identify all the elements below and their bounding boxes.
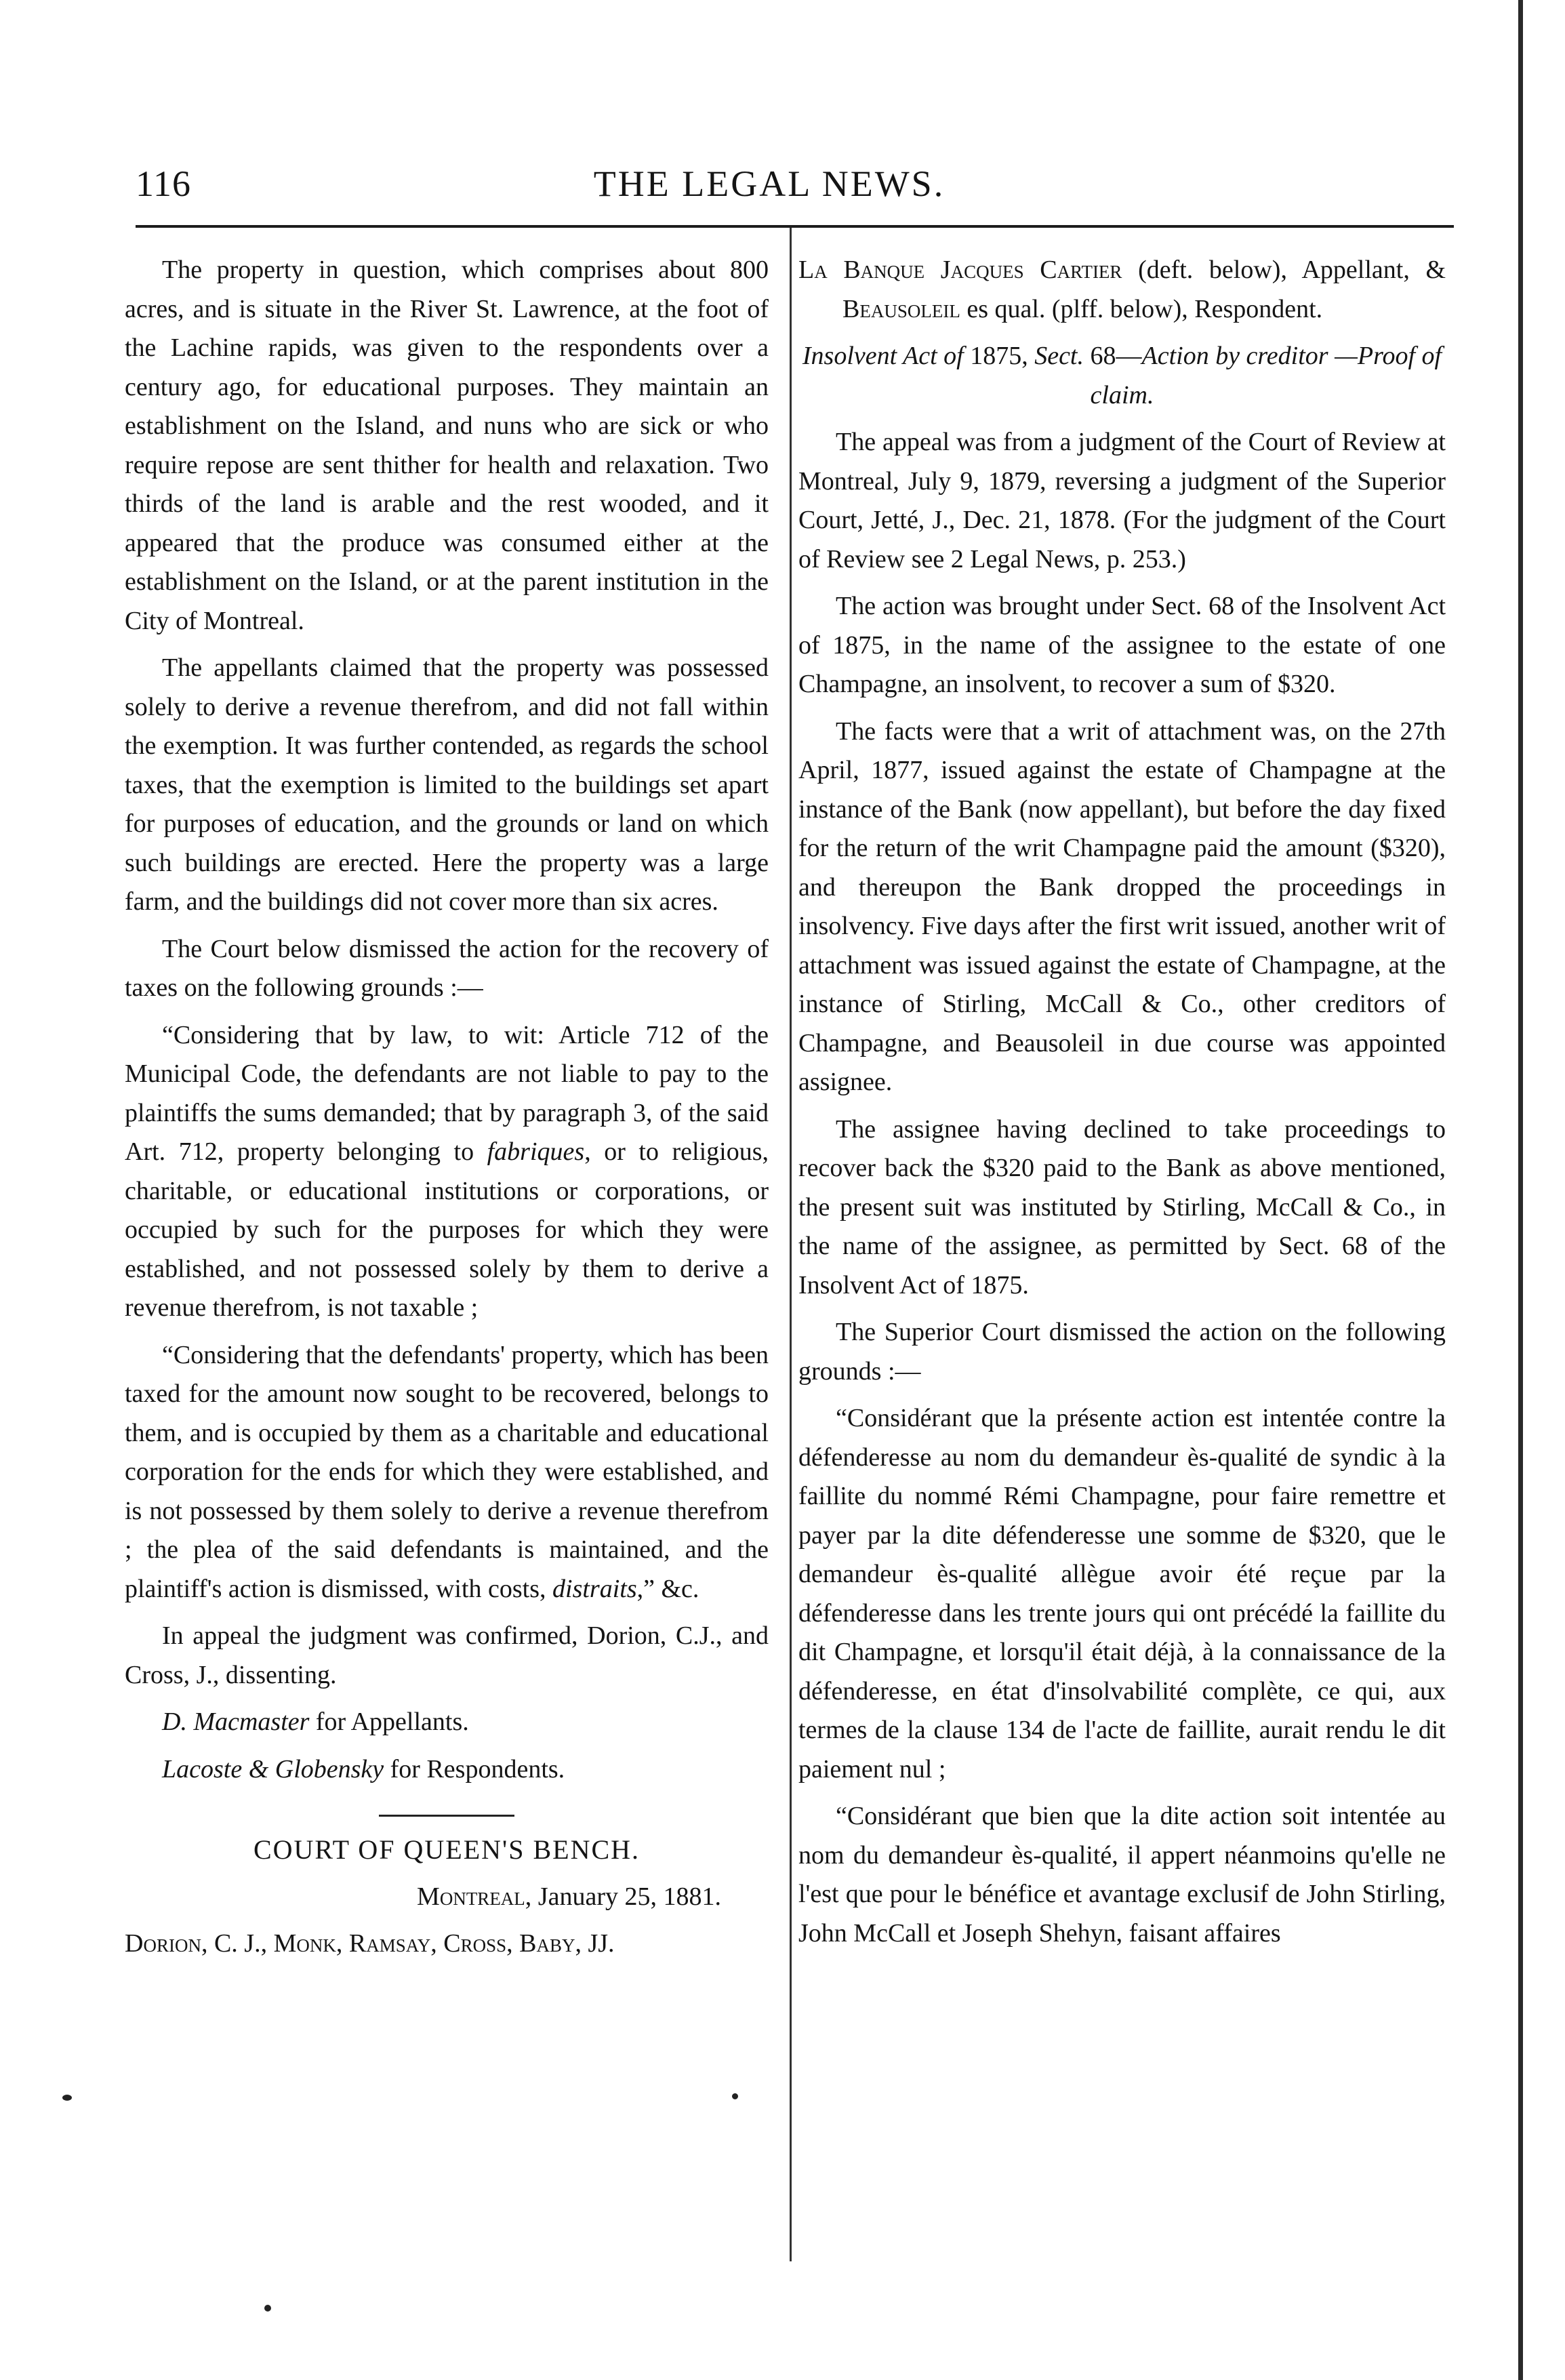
text-run: (deft. below), Appellant, & — [1122, 256, 1446, 284]
text-run: Sect. — [1034, 342, 1084, 370]
text-run: “Considering that the defendants' property, which has been taxed for the amount now sought to be recovered, belongs to them, and is occupied by them as a charitable and educational corporation for the ends for which they were established, and is not possessed by them solely to derive a revenue therefrom ; the plea of the said defendants is maintained, and the plaintiff's action is dismissed, with costs, — [125, 1340, 769, 1603]
quoted-paragraph — [125, 1016, 769, 1328]
text-run: ,” &c. — [636, 1574, 699, 1603]
section-rule — [379, 1815, 514, 1817]
left-column — [125, 251, 769, 1964]
paragraph: The Court below dismissed the action for the recovery of taxes on the following grounds :— — [125, 934, 769, 1002]
text-run: es qual. (plff. below), Respondent. — [960, 294, 1323, 323]
text-run: 68— — [1084, 342, 1142, 370]
paragraph: The Superior Court dismissed the action on the following grounds :— — [798, 1318, 1446, 1386]
text-run: , or to religious, charitable, or educational institutions or corporations, or occupied by such for the purposes for which they were established, and not possessed solely by them to derive a revenue therefrom, is not taxable ; — [125, 1137, 769, 1322]
paragraph: The appeal was from a judgment of the Court of Review at Montreal, July 9, 1879, reversing a judgment of the Superior Court, Jetté, J., Dec. 21, 1878. (For the judgment of the Court of Review see 2 Legal News, p. 253.) — [798, 428, 1446, 573]
print-speck — [732, 2093, 738, 2099]
counsel-name: Lacoste & Globensky — [162, 1754, 384, 1783]
page-header — [136, 155, 1403, 216]
appellant-name: La Banque Jacques Cartier — [798, 256, 1122, 284]
column-divider — [790, 228, 792, 2261]
paragraph: In appeal the judgment was confirmed, Dorion, C.J., and Cross, J., dissenting. — [125, 1621, 769, 1689]
text-run: Insolvent Act of — [802, 342, 964, 370]
page-edge-mark — [1518, 0, 1523, 2380]
print-speck — [264, 2305, 271, 2312]
header-rule — [136, 225, 1454, 228]
counsel-name: D. Macmaster — [162, 1708, 310, 1736]
paragraph: The action was brought under Sect. 68 of the Insolvent Act of 1875, in the name of the assignee to the estate of one Champagne, an insolvent, to recover a sum of $320. — [798, 592, 1446, 698]
dateline-place: Montreal, — [417, 1882, 532, 1911]
counsel-line — [125, 1750, 769, 1790]
counsel-role: for Appellants. — [309, 1708, 469, 1736]
quoted-paragraph: “Considérant que la présente action est intentée contre la défenderesse au nom du demandeur ès-qualité de syndic à la faillite du nommé Rémi Champagne, pour faire remettre et payer par la dite défenderesse une somme de $320, que le demandeur ès-qualité allègue avoir été reçue par la défenderesse dans les trente jours qui ont précédé la faillite du dit Champagne, et lorsqu'il était déjà, à la connaissance de la défenderesse, en état d'insolvabilité complète, ce qui, aux termes de la clause 134 de l'acte de faillite, aurait rendu le dit paiement nul ; — [798, 1404, 1446, 1783]
italic-term: fabriques — [487, 1137, 585, 1166]
page-number: 116 — [136, 163, 191, 204]
text-run: 1875, — [963, 342, 1035, 370]
italic-term: distraits — [552, 1574, 637, 1603]
counsel-line — [125, 1703, 769, 1742]
paragraph: The property in question, which comprises about 800 acres, and is situate in the River St. Lawrence, at the foot of the Lachine rapids, was given to the respondents over a century ago, for educational purposes. They maintain an establishment on the Island, and nuns who are sick or who require repose are sent thither for health and relaxation. Two thirds of the land is arable and the rest wooded, and it appeared that the produce was consumed either at the establishment on the Island, or at the parent institution in the City of Montreal. — [125, 256, 769, 635]
judges-line: Dorion, C. J., Monk, Ramsay, Cross, Baby, JJ. — [125, 1929, 615, 1958]
case-caption — [798, 251, 1446, 329]
headnote — [798, 337, 1446, 415]
quoted-paragraph — [125, 1336, 769, 1609]
dateline-date: January 25, 1881. — [531, 1882, 721, 1911]
dateline — [125, 1878, 769, 1917]
paragraph: The assignee having declined to take proceedings to recover back the $320 paid to the Bank as above mentioned, the present suit was instituted by Stirling, McCall & Co., in the name of the assignee, as permitted by Sect. 68 of the Insolvent Act of 1875. — [798, 1114, 1446, 1299]
respondent-name: Beausoleil — [842, 294, 960, 323]
paragraph: The appellants claimed that the property was possessed solely to derive a revenue therefrom, and did not fall within the exemption. It was further contended, as regards the school taxes, that the exemption is limited to the buildings set apart for purposes of education, and the grounds or land on which such buildings are erected. Here the property was a large farm, and the buildings did not cover more than six acres. — [125, 653, 769, 916]
text-run: “Considering that by law, to wit: Article 712 of the Municipal Code, the defendants are not liable to pay to the plaintiffs the sums demanded; that by paragraph 3, of the said Art. 712, property belonging to — [125, 1020, 769, 1166]
journal-title: THE LEGAL NEWS. — [593, 163, 946, 204]
right-column — [798, 251, 1446, 1953]
print-speck — [62, 2095, 72, 2101]
quoted-paragraph: “Considérant que bien que la dite action soit intentée au nom du demandeur ès-qualité, il appert néanmoins qu'elle ne l'est que pour le bénéfice et avantage exclusif de John Stirling, John McCall et Joseph Shehyn, faisant affaires — [798, 1802, 1446, 1948]
court-heading: COURT OF QUEEN'S BENCH. — [253, 1834, 641, 1865]
text-run: Action by creditor —Proof of claim. — [1090, 342, 1442, 409]
counsel-role: for Respondents. — [384, 1754, 565, 1783]
paragraph: The facts were that a writ of attachment was, on the 27th April, 1877, issued against the estate of Champagne at the instance of the Bank (now appellant), but before the day fixed for the return of the writ Champagne paid the amount ($320), and thereupon the Bank dropped the proceedings in insolvency. Five days after the first writ issued, another writ of attachment was issued against the estate of Champagne, at the instance of Stirling, McCall & Co., other creditors of Champagne, and Beausoleil in due course was appointed assignee. — [798, 717, 1446, 1096]
